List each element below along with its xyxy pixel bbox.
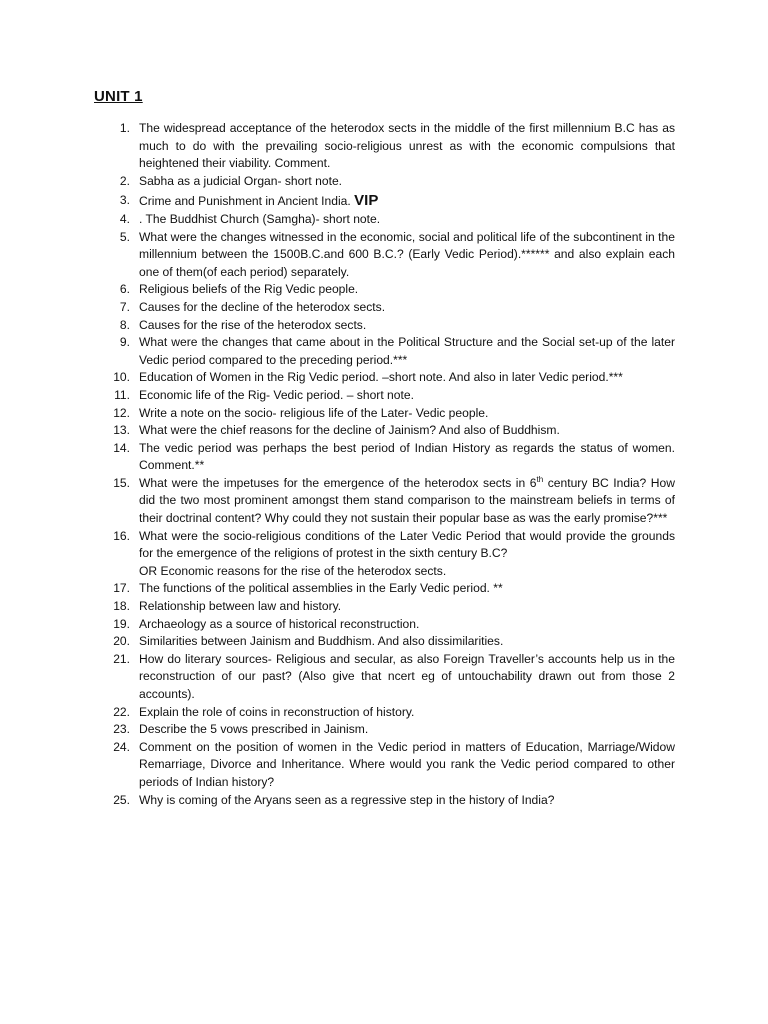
question-number: 12. [113, 405, 130, 420]
question-text: Relationship between law and history. [139, 599, 342, 614]
question-text: Comment on the position of women in the Vedic period in matters of Education, Marriage/Widow Remarriage, Divorce and Inheritance. Where would you rank the Vedic period compared to other periods of Indian history? [139, 739, 675, 789]
question-number: 19. [113, 616, 130, 631]
question-text: Religious beliefs of the Rig Vedic people. [139, 282, 359, 297]
question-text: What were the chief reasons for the decline of Jainism? And also of Buddhism. [139, 423, 560, 438]
superscript-th: th [536, 474, 544, 484]
question-item [108, 229, 675, 282]
question-item [108, 598, 675, 616]
question-text: Education of Women in the Rig Vedic period. –short note. And also in later Vedic period.*** [139, 370, 623, 385]
question-number: 4. [119, 211, 130, 226]
unit-title: UNIT 1 [94, 88, 143, 105]
question-text: Sabha as a judicial Organ- short note. [139, 173, 343, 188]
question-item [108, 580, 675, 598]
question-number: 8. [119, 317, 130, 332]
question-text: What were the impetuses for the emergence of the heterodox sects in 6 [139, 475, 537, 490]
question-text: The widespread acceptance of the heterodox sects in the middle of the first millennium B.C has as much to do with the prevailing socio-religious unrest as with the economic compulsions that heightened their viability. Comment. [139, 121, 675, 171]
question-alternative: OR Economic reasons for the rise of the heterodox sects. [139, 563, 447, 578]
question-text: Similarities between Jainism and Buddhism. And also dissimilarities. [139, 634, 504, 649]
question-item [108, 387, 675, 405]
question-text: Explain the role of coins in reconstruction of history. [139, 704, 415, 719]
question-text: What were the changes that came about in the Political Structure and the Social set-up of the later Vedic period compared to the preceding period.*** [139, 335, 675, 367]
question-text: The functions of the political assemblies in the Early Vedic period. ** [139, 581, 503, 596]
question-number: 1. [119, 121, 130, 135]
question-number: 22. [113, 704, 130, 719]
question-item [108, 792, 675, 810]
question-item [108, 651, 675, 704]
question-number: 6. [119, 282, 130, 297]
question-text: How do literary sources- Religious and secular, as also Foreign Traveller’s accounts help us in the reconstruction of our past? (Also give that ncert eg of untouchability drawn out from those 2 accounts). [139, 651, 675, 701]
question-text-continued: century BC India? How did the two most prominent amongst them stand comparison to the mainstream beliefs in terms of their doctrinal content? Why could they not sustain their popular base as was the early promise?*** [139, 475, 675, 526]
question-item [108, 299, 675, 317]
question-text: Archaeology as a source of historical reconstruction. [139, 616, 420, 631]
question-text: . The Buddhist Church (Samgha)- short note. [139, 211, 381, 226]
question-text: Describe the 5 vows prescribed in Jainism. [139, 722, 369, 737]
question-number: 7. [119, 299, 130, 314]
question-text: What were the changes witnessed in the economic, social and political life of the subcontinent in the millennium between the 1500B.C.and 600 B.C.? (Early Vedic Period).****** and also explain each one of them(of each period) separately. [139, 229, 675, 279]
question-item [108, 334, 675, 369]
question-item [108, 317, 675, 335]
question-item [108, 721, 675, 739]
question-item [108, 281, 675, 299]
question-item [108, 192, 675, 211]
vip-tag: VIP [354, 192, 379, 210]
question-item [108, 369, 675, 387]
question-item [108, 475, 675, 528]
question-number: 14. [113, 440, 130, 455]
question-text: Write a note on the socio- religious life of the Later- Vedic people. [139, 405, 489, 420]
question-number: 9. [119, 335, 130, 350]
question-text: Crime and Punishment in Ancient India. [139, 194, 351, 209]
question-text: What were the socio-religious conditions of the Later Vedic Period that would provide the grounds for the emergence of the religions of protest in the sixth century B.C? [139, 528, 675, 561]
question-number: 23. [113, 722, 130, 737]
question-number: 20. [113, 634, 130, 649]
question-number: 13. [113, 423, 130, 438]
question-item [108, 422, 675, 440]
question-number: 25. [113, 792, 130, 807]
question-text: Why is coming of the Aryans seen as a regressive step in the history of India? [139, 792, 555, 807]
question-number: 21. [113, 651, 130, 666]
question-number: 15. [113, 475, 130, 490]
question-number: 18. [113, 599, 130, 614]
question-item [108, 528, 675, 581]
question-list [108, 120, 675, 809]
question-item [108, 120, 675, 173]
question-number: 3. [119, 193, 130, 208]
question-text: The vedic period was perhaps the best period of Indian History as regards the status of women. Comment.** [139, 440, 675, 473]
question-number: 17. [113, 581, 130, 596]
question-number: 10. [113, 370, 130, 385]
question-item [108, 405, 675, 423]
question-number: 11. [114, 387, 130, 402]
question-number: 5. [119, 229, 130, 244]
question-item [108, 211, 675, 229]
question-text: Causes for the rise of the heterodox sects. [139, 317, 367, 332]
question-item [108, 633, 675, 651]
question-number: 2. [119, 173, 130, 188]
question-text-wrapper [139, 475, 675, 528]
question-text-wrapper [139, 192, 675, 211]
question-item [108, 173, 675, 191]
question-text: Causes for the decline of the heterodox sects. [139, 299, 386, 314]
question-item [108, 440, 675, 475]
question-number: 24. [113, 739, 130, 754]
question-item [108, 704, 675, 722]
question-number: 16. [113, 528, 130, 543]
question-text: Economic life of the Rig- Vedic period. – short note. [139, 387, 414, 402]
question-item [108, 739, 675, 792]
question-item [108, 616, 675, 634]
